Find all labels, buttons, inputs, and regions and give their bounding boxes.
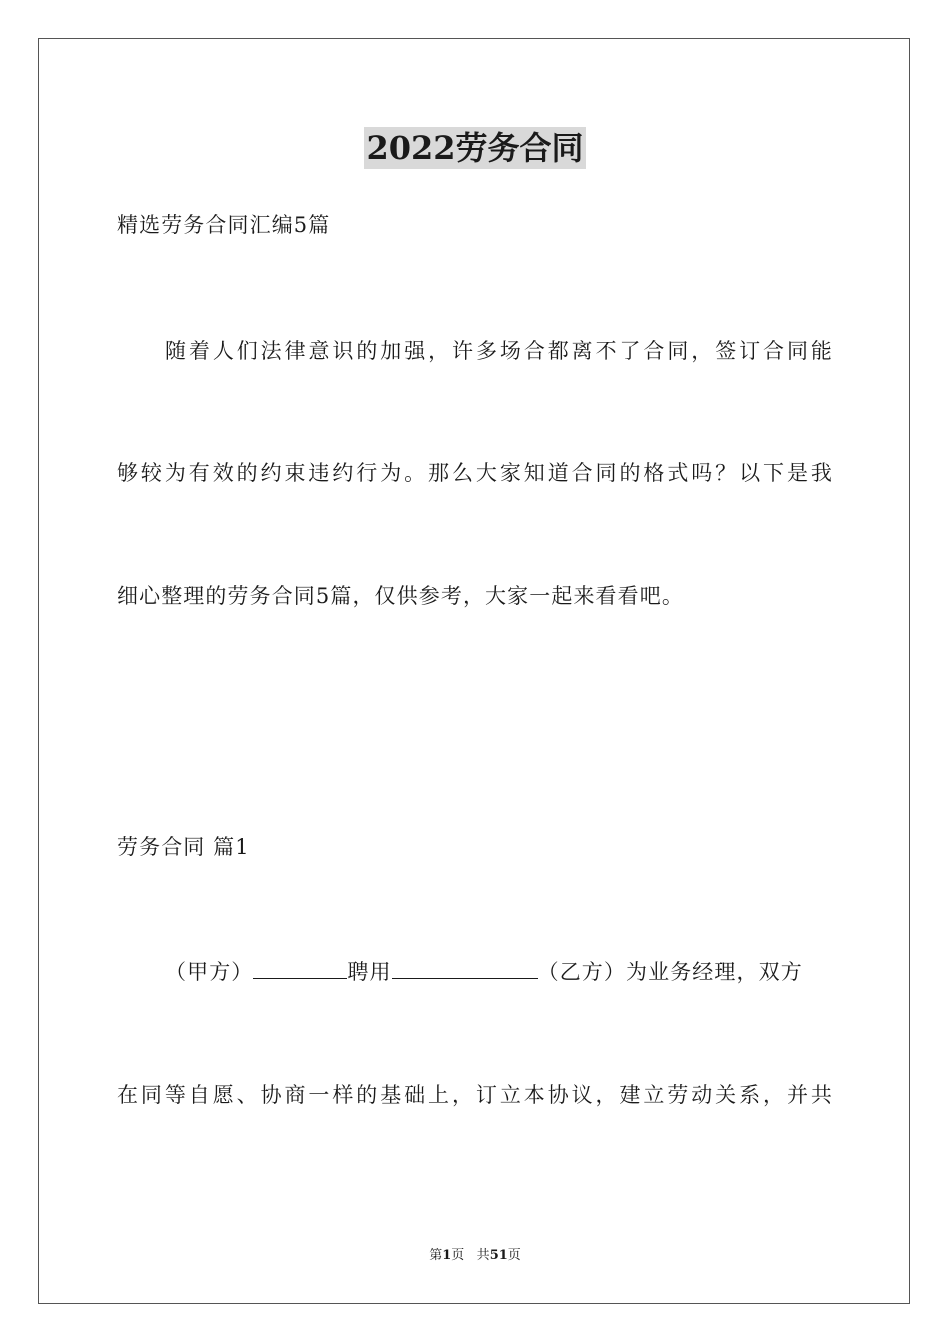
footer-total-pages: 51 <box>489 1248 508 1263</box>
party-b-role: （乙方）为业务经理，双方 <box>537 960 803 984</box>
footer-prefix: 第 <box>429 1248 443 1263</box>
section-heading: 劳务合同 篇1 <box>117 835 250 859</box>
intro-line-1: 随着人们法律意识的加强，许多场合都离不了合同，签订合同能 <box>165 339 833 363</box>
footer-total-prefix: 共 <box>476 1248 490 1263</box>
contract-line-1 <box>117 958 833 986</box>
page-footer <box>0 1247 950 1265</box>
document-title: 2022劳务合同 <box>366 129 584 167</box>
intro-line-3: 细心整理的劳务合同5篇，仅供参考，大家一起来看看吧。 <box>117 584 684 608</box>
contract-line-2: 在同等自愿、协商一样的基础上，订立本协议，建立劳动关系，并共 <box>117 1083 833 1107</box>
party-a-label: （甲方） <box>165 960 254 984</box>
footer-total-suffix: 页 <box>507 1248 521 1263</box>
party-a-blank <box>253 958 347 979</box>
title-wrap <box>0 127 950 169</box>
document-subtitle: 精选劳务合同汇编5篇 <box>117 213 331 237</box>
intro-line-2: 够较为有效的约束违约行为。那么大家知道合同的格式吗？以下是我 <box>117 461 833 485</box>
hire-word: 聘用 <box>347 960 392 984</box>
footer-page-number: 1 <box>442 1248 452 1263</box>
party-b-blank <box>392 958 538 979</box>
footer-page-suffix: 页 <box>451 1248 465 1263</box>
